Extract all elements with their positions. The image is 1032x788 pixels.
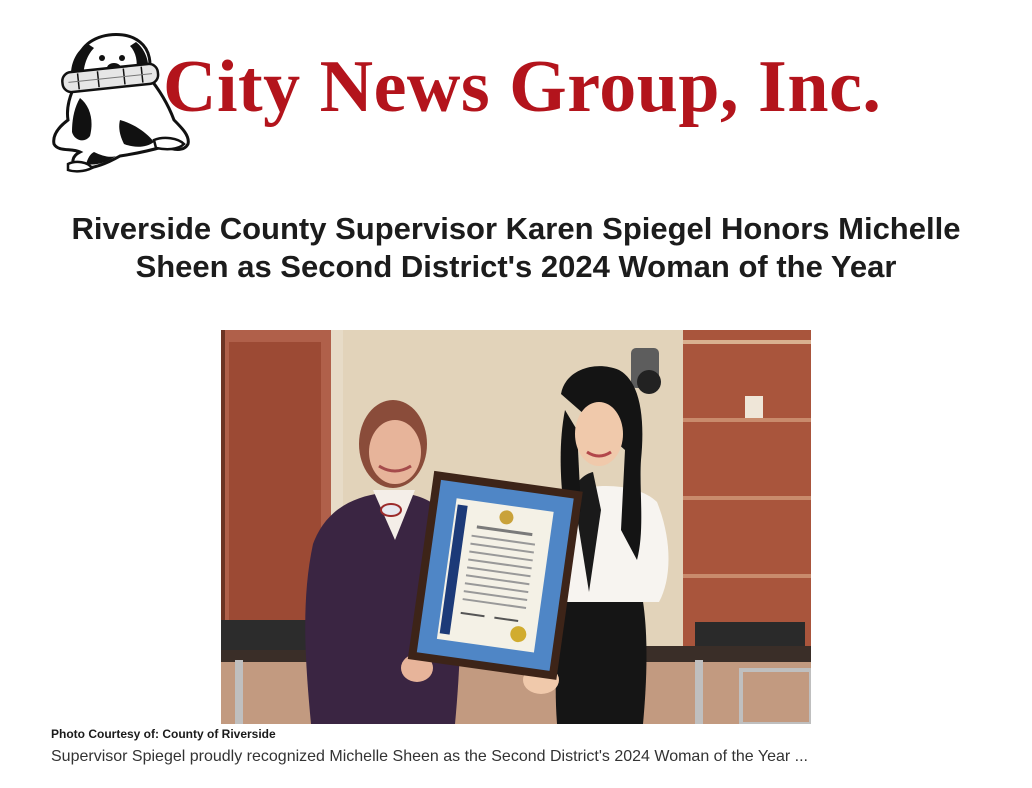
- photo-caption: Supervisor Spiegel proudly recognized Michelle Sheen as the Second District's 2024 Woman of the Year ...: [51, 748, 808, 765]
- photo-two-women-holding-framed-proclamation: [221, 330, 811, 724]
- article-photo: [221, 330, 811, 724]
- article-headline: Riverside County Supervisor Karen Spiegel Honors Michelle Sheen as Second District's 2024 Woman of the Year: [71, 211, 961, 284]
- photo-credit: Photo Courtesy of: County of Riverside: [51, 727, 276, 741]
- brand-name[interactable]: City News Group, Inc.: [163, 46, 882, 128]
- masthead: [50, 28, 980, 176]
